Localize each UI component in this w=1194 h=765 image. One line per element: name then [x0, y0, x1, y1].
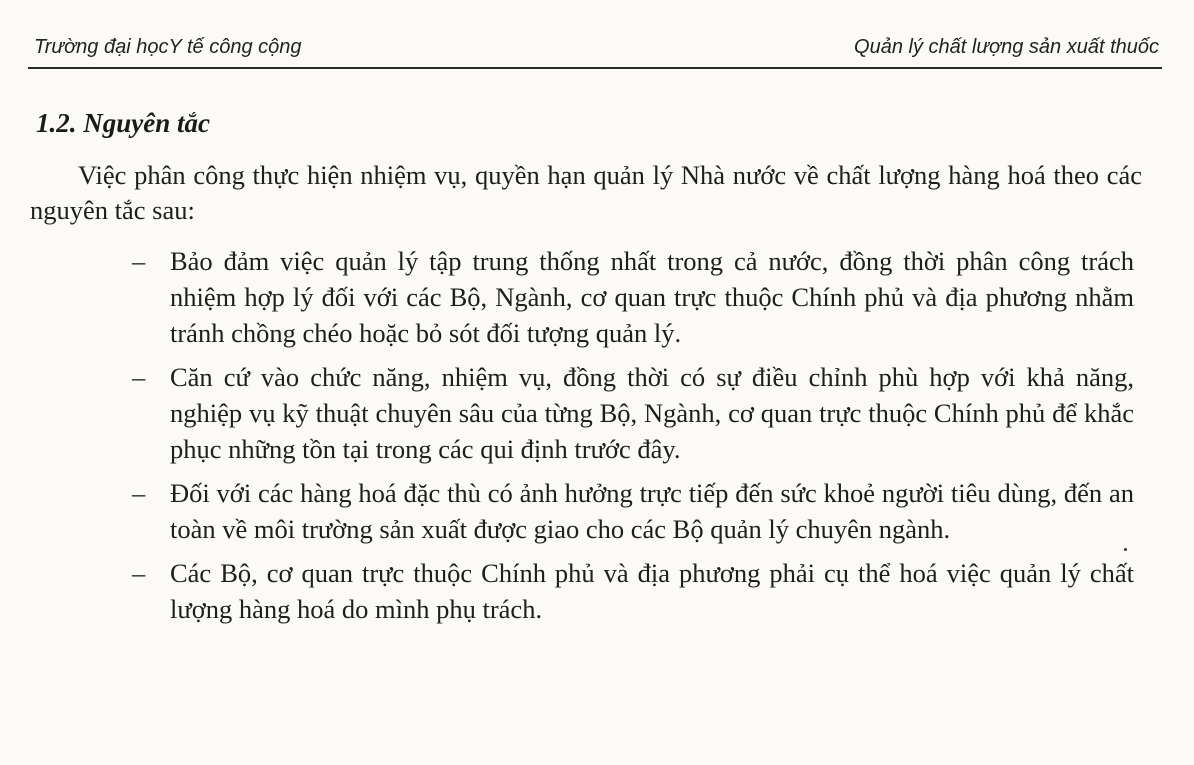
list-item-text: Các Bộ, cơ quan trực thuộc Chính phủ và địa phương phải cụ thể hoá việc quản lý chất lượng hàng hoá do mình phụ trách.: [170, 558, 1134, 624]
list-item: [132, 243, 1134, 351]
bullet-marker: –: [132, 246, 146, 276]
bullet-marker: –: [132, 362, 146, 392]
list-item-text: Căn cứ vào chức năng, nhiệm vụ, đồng thời có sự điều chỉnh phù hợp với khả năng, nghiệp vụ kỹ thuật chuyên sâu của từng Bộ, Ngành, cơ quan trực thuộc Chính phủ để khắc phục những tồn tại trong các qui định trước đây.: [170, 362, 1134, 464]
section-title: 1.2. Nguyên tắc: [36, 108, 210, 138]
list-item: [132, 555, 1134, 627]
bullet-marker: –: [132, 478, 146, 508]
intro-paragraph: Việc phân công thực hiện nhiệm vụ, quyền hạn quản lý Nhà nước về chất lượng hàng hoá theo các nguyên tắc sau:: [30, 160, 1142, 225]
list-item-text: Đối với các hàng hoá đặc thù có ảnh hưởng trực tiếp đến sức khoẻ người tiêu dùng, đến an toàn về môi trường sản xuất được giao cho các Bộ quản lý chuyên ngành.: [170, 478, 1134, 544]
list-item-text: Bảo đảm việc quản lý tập trung thống nhất trong cả nước, đồng thời phân công trách nhiệm hợp lý đối với các Bộ, Ngành, cơ quan trực thuộc Chính phủ và địa phương nhằm tránh chồng chéo hoặc bỏ sót đối tượng quản lý.: [170, 246, 1134, 348]
list-item: [132, 475, 1134, 547]
scan-speck: [1124, 548, 1127, 551]
header-divider: [28, 67, 1162, 69]
header-school-name: Trường đại họcY tế công cộng: [34, 36, 302, 58]
header-course-title: Quản lý chất lượng sản xuất thuốc: [854, 36, 1159, 58]
running-header: [34, 34, 1159, 68]
list-item: [132, 359, 1134, 467]
bullet-marker: –: [132, 558, 146, 588]
principles-list: [132, 243, 1134, 635]
